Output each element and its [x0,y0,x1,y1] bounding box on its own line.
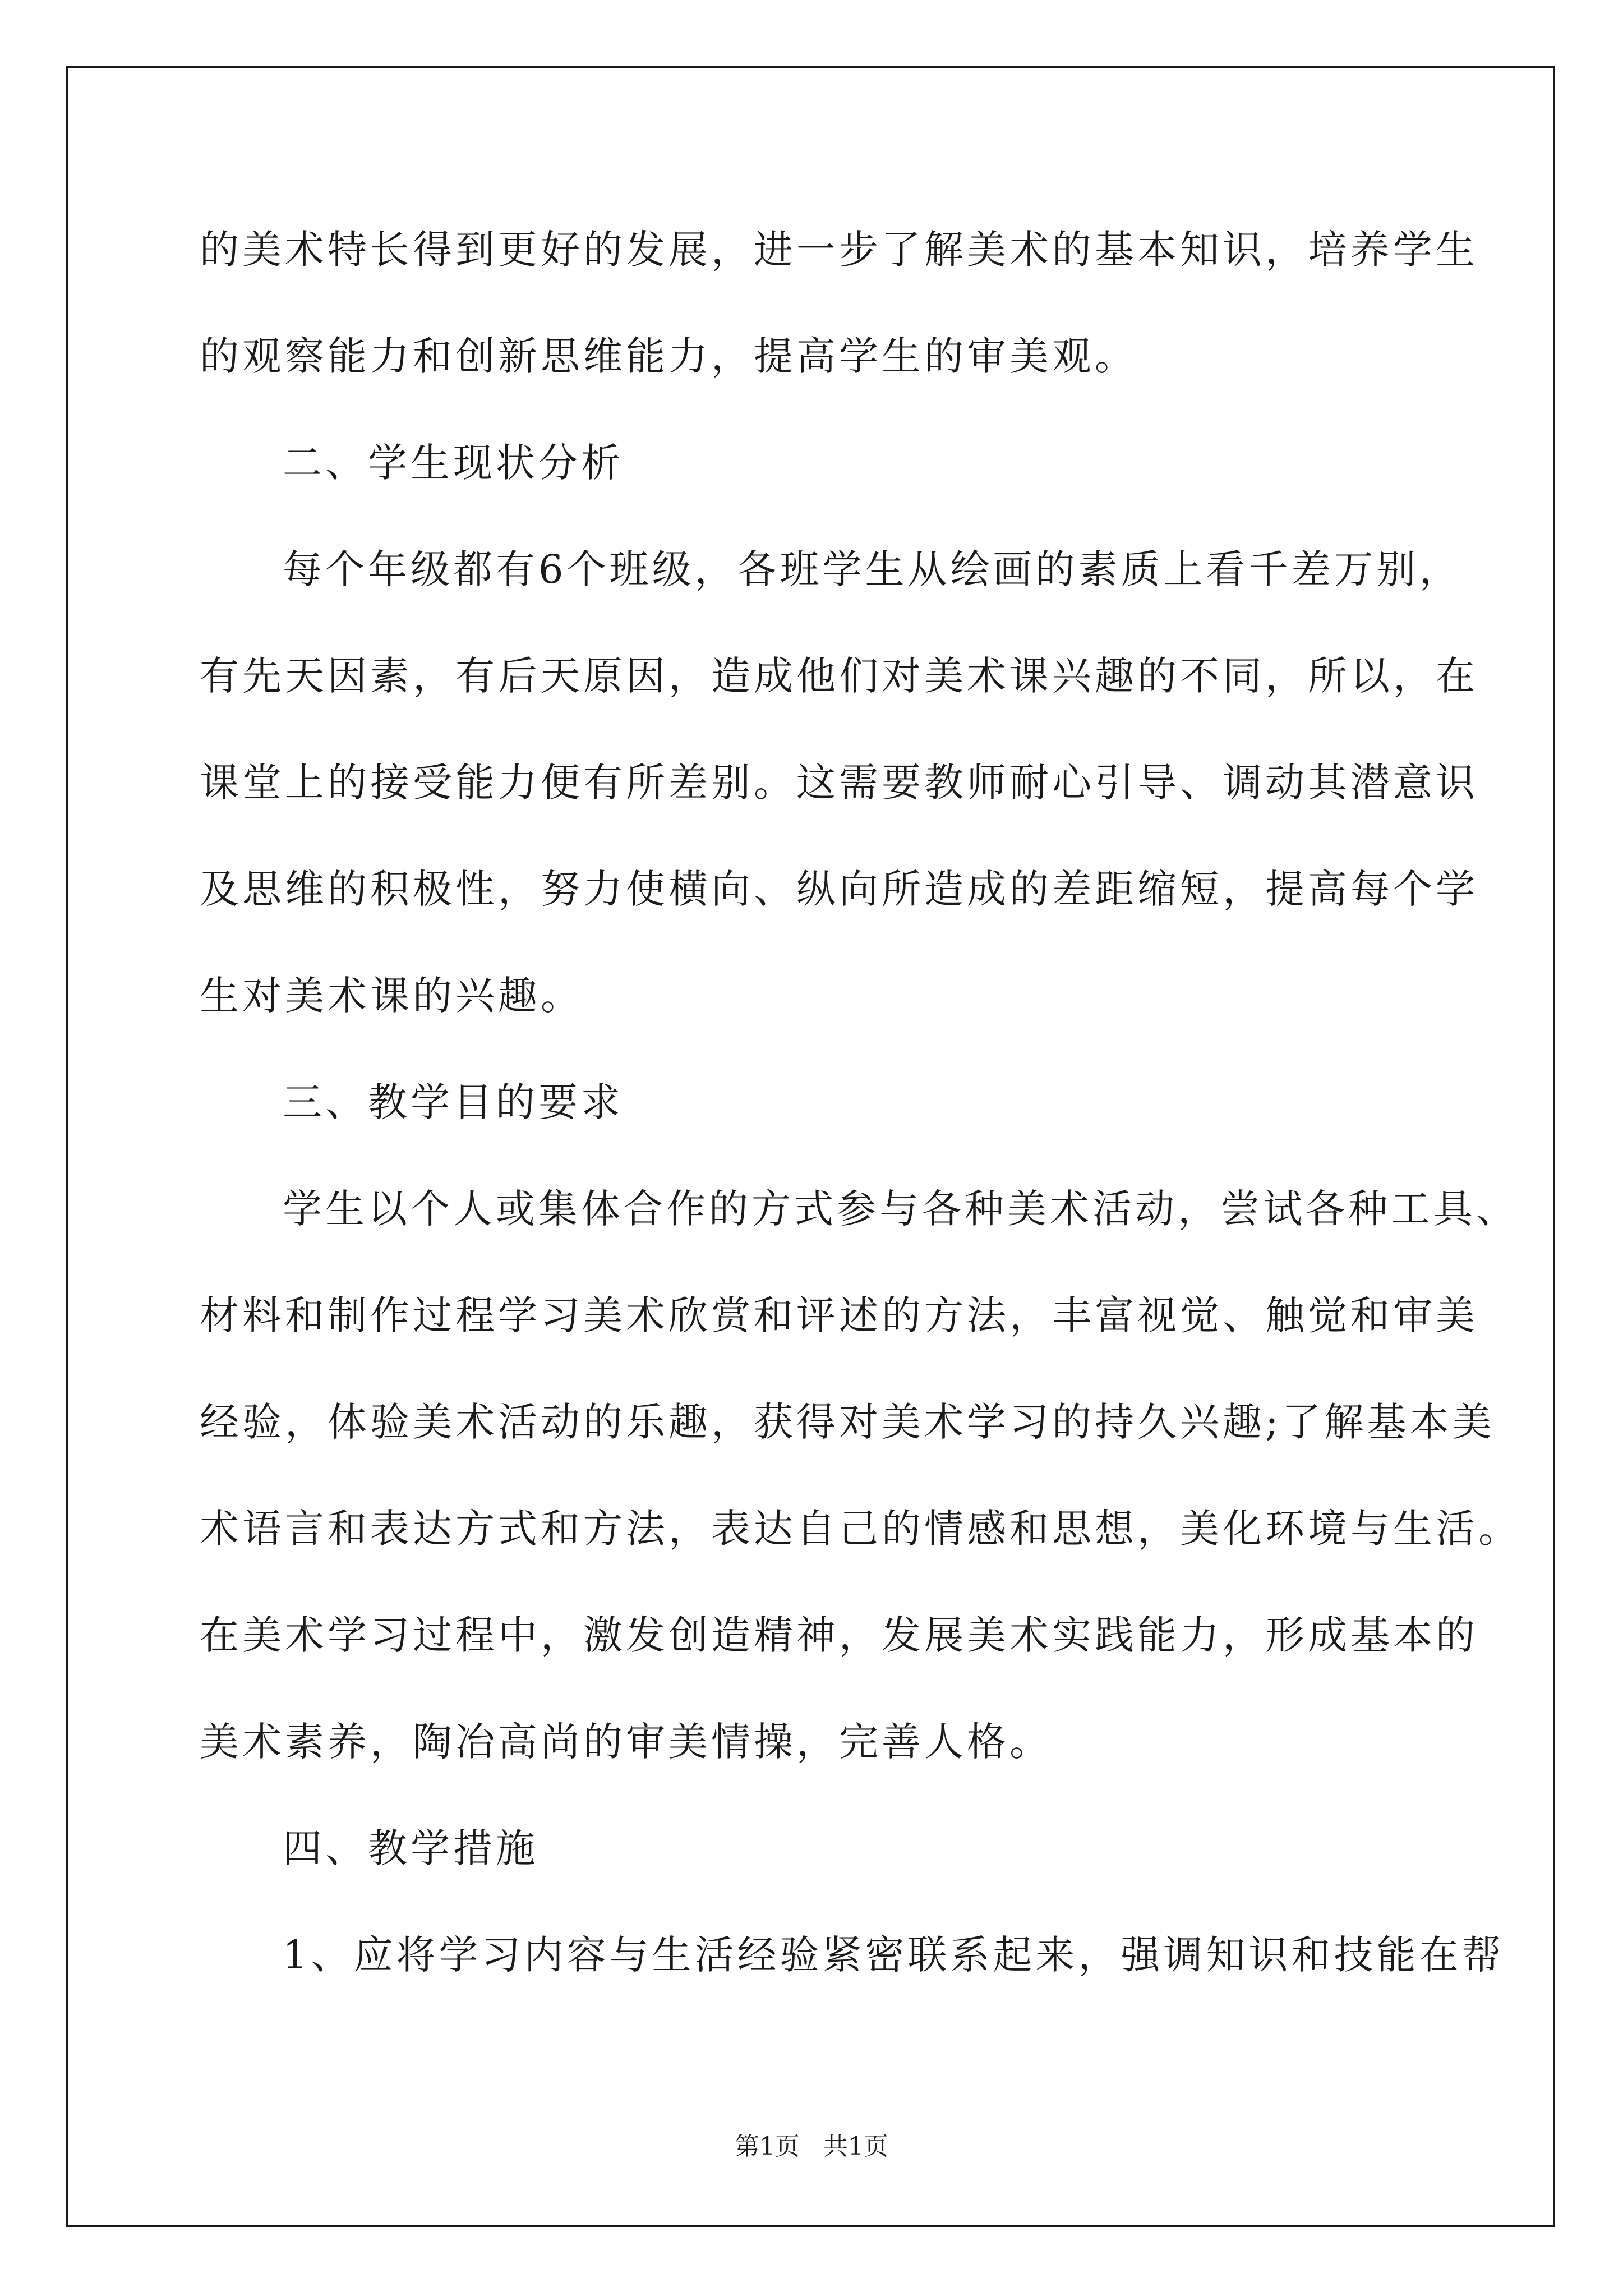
text-line: 学生以个人或集体合作的方式参与各种美术活动，尝试各种工具、 [283,1186,1519,1232]
text-line: 及思维的积极性，努力使横向、纵向所造成的差距缩短，提高每个学 [200,866,1478,912]
section-heading: 四、教学措施 [283,1825,538,1871]
section-heading: 三、教学目的要求 [283,1079,624,1125]
text-line: 的观察能力和创新思维能力，提高学生的审美观。 [200,333,1137,379]
page-footer: 第1页 共1页 [735,2132,888,2161]
section-heading: 二、学生现状分析 [283,440,624,486]
page-border [66,66,1555,2227]
text-line: 的美术特长得到更好的发展，进一步了解美术的基本知识，培养学生 [200,227,1478,273]
text-line: 材料和制作过程学习美术欣赏和评述的方法，丰富视觉、触觉和审美 [200,1292,1478,1338]
text-line: 美术素养，陶冶高尚的审美情操，完善人格。 [200,1719,1052,1765]
text-line: 生对美术课的兴趣。 [200,973,583,1019]
text-line: 课堂上的接受能力便有所差别。这需要教师耐心引导、调动其潜意识 [200,760,1478,806]
text-line: 经验，体验美术活动的乐趣，获得对美术学习的持久兴趣;了解基本美 [200,1399,1495,1445]
text-line: 在美术学习过程中，激发创造精神，发展美术实践能力，形成基本的 [200,1612,1478,1658]
text-line: 每个年级都有6个班级，各班学生从绘画的素质上看千差万别， [283,546,1462,592]
text-line: 1、应将学习内容与生活经验紧密联系起来，强调知识和技能在帮 [283,1932,1505,1978]
text-line: 有先天因素，有后天原因，造成他们对美术课兴趣的不同，所以，在 [200,653,1478,699]
text-line: 术语言和表达方式和方法，表达自己的情感和思想，美化环境与生活。 [200,1506,1521,1552]
